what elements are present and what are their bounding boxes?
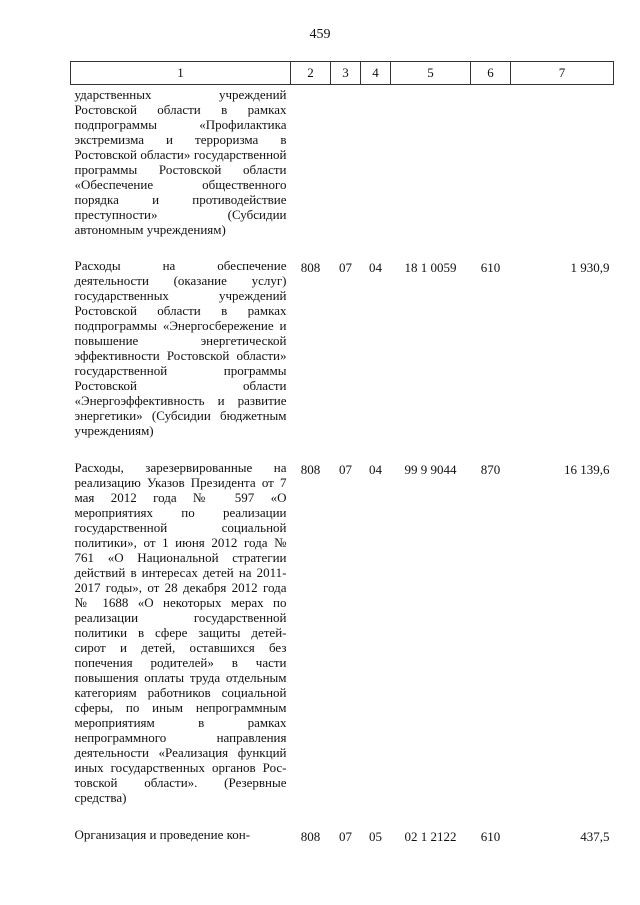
expense-name: ударственных учреждений Ростовской области в рамках подпрограммы «Профилактика экстремизма и терроризма в Ростовской области» государственной программы Ростовской области «Обеспечение общественного порядка и противодействие преступности» (Субсидии автономным учреждениям) [74,87,287,237]
target-article-code: 18 1 0059 [404,260,457,275]
page-number: 459 [309,27,331,42]
target-article-code [391,85,471,259]
ministry-code [291,85,331,259]
ministry-code: 808 [300,260,321,275]
expense-name: Расходы, зарезервированные на реализацию Указов Президента от 7 мая 2012 года № 597 «О мероприятиях по реализации государственной социальной политики», от 1 июня 2012 года № 761 «О Национальной стратегии действий в интересах детей на 2011-2017 годы», от 28 декабря 2012 года № 1688 «О некоторых мерах по реализации государственной политики в сфере защиты детей-сирот и детей, оставшихся без попечения родителей» в части повышения оплаты труда отдельным категориям работников социальной сферы, по иным непрограммным мероприятиям в рамках непрограммного направления деятельности «Реализация функций иных государственных органов Рос-товской области». (Резервные средства) [74,460,287,805]
column-header-3: 3 [331,62,361,85]
target-article-code: 99 9 9044 [404,462,457,477]
ministry-code: 808 [300,462,321,477]
subsection-code: 05 [369,829,382,844]
column-header-4: 4 [361,62,391,85]
subsection-code [361,85,391,259]
section-code: 07 [339,462,352,477]
table-row [71,460,614,827]
amount: 437,5 [580,829,610,844]
table-row [71,827,614,866]
table-row [71,258,614,460]
column-header-5: 5 [391,62,471,85]
budget-table [70,61,614,866]
expense-type-code: 610 [480,829,501,844]
column-header-1: 1 [71,62,291,85]
expense-type-code: 870 [480,462,501,477]
table-row [71,85,614,259]
amount: 16 139,6 [564,462,610,477]
expense-type-code [471,85,511,259]
target-article-code: 02 1 2122 [404,829,457,844]
expense-name: Расходы на обеспечение деятельности (оказание услуг) государственных учреждений Ростовской области в рамках подпрограммы «Энергосбережение и повышение энергетической эффективности Ростовской области» государственной программы Ростовской области «Энергоэффективность и развитие энергетики» (Субсидии бюджетным учреждениям) [74,258,287,438]
table-header-row [71,62,614,85]
expense-type-code: 610 [480,260,501,275]
section-code: 07 [339,260,352,275]
subsection-code: 04 [369,260,382,275]
section-code: 07 [339,829,352,844]
ministry-code: 808 [300,829,321,844]
column-header-6: 6 [471,62,511,85]
amount: 1 930,9 [570,260,610,275]
column-header-2: 2 [291,62,331,85]
section-code [331,85,361,259]
expense-name: Организация и проведение кон- [74,827,251,842]
subsection-code: 04 [369,462,382,477]
amount [511,85,614,259]
column-header-7: 7 [511,62,614,85]
